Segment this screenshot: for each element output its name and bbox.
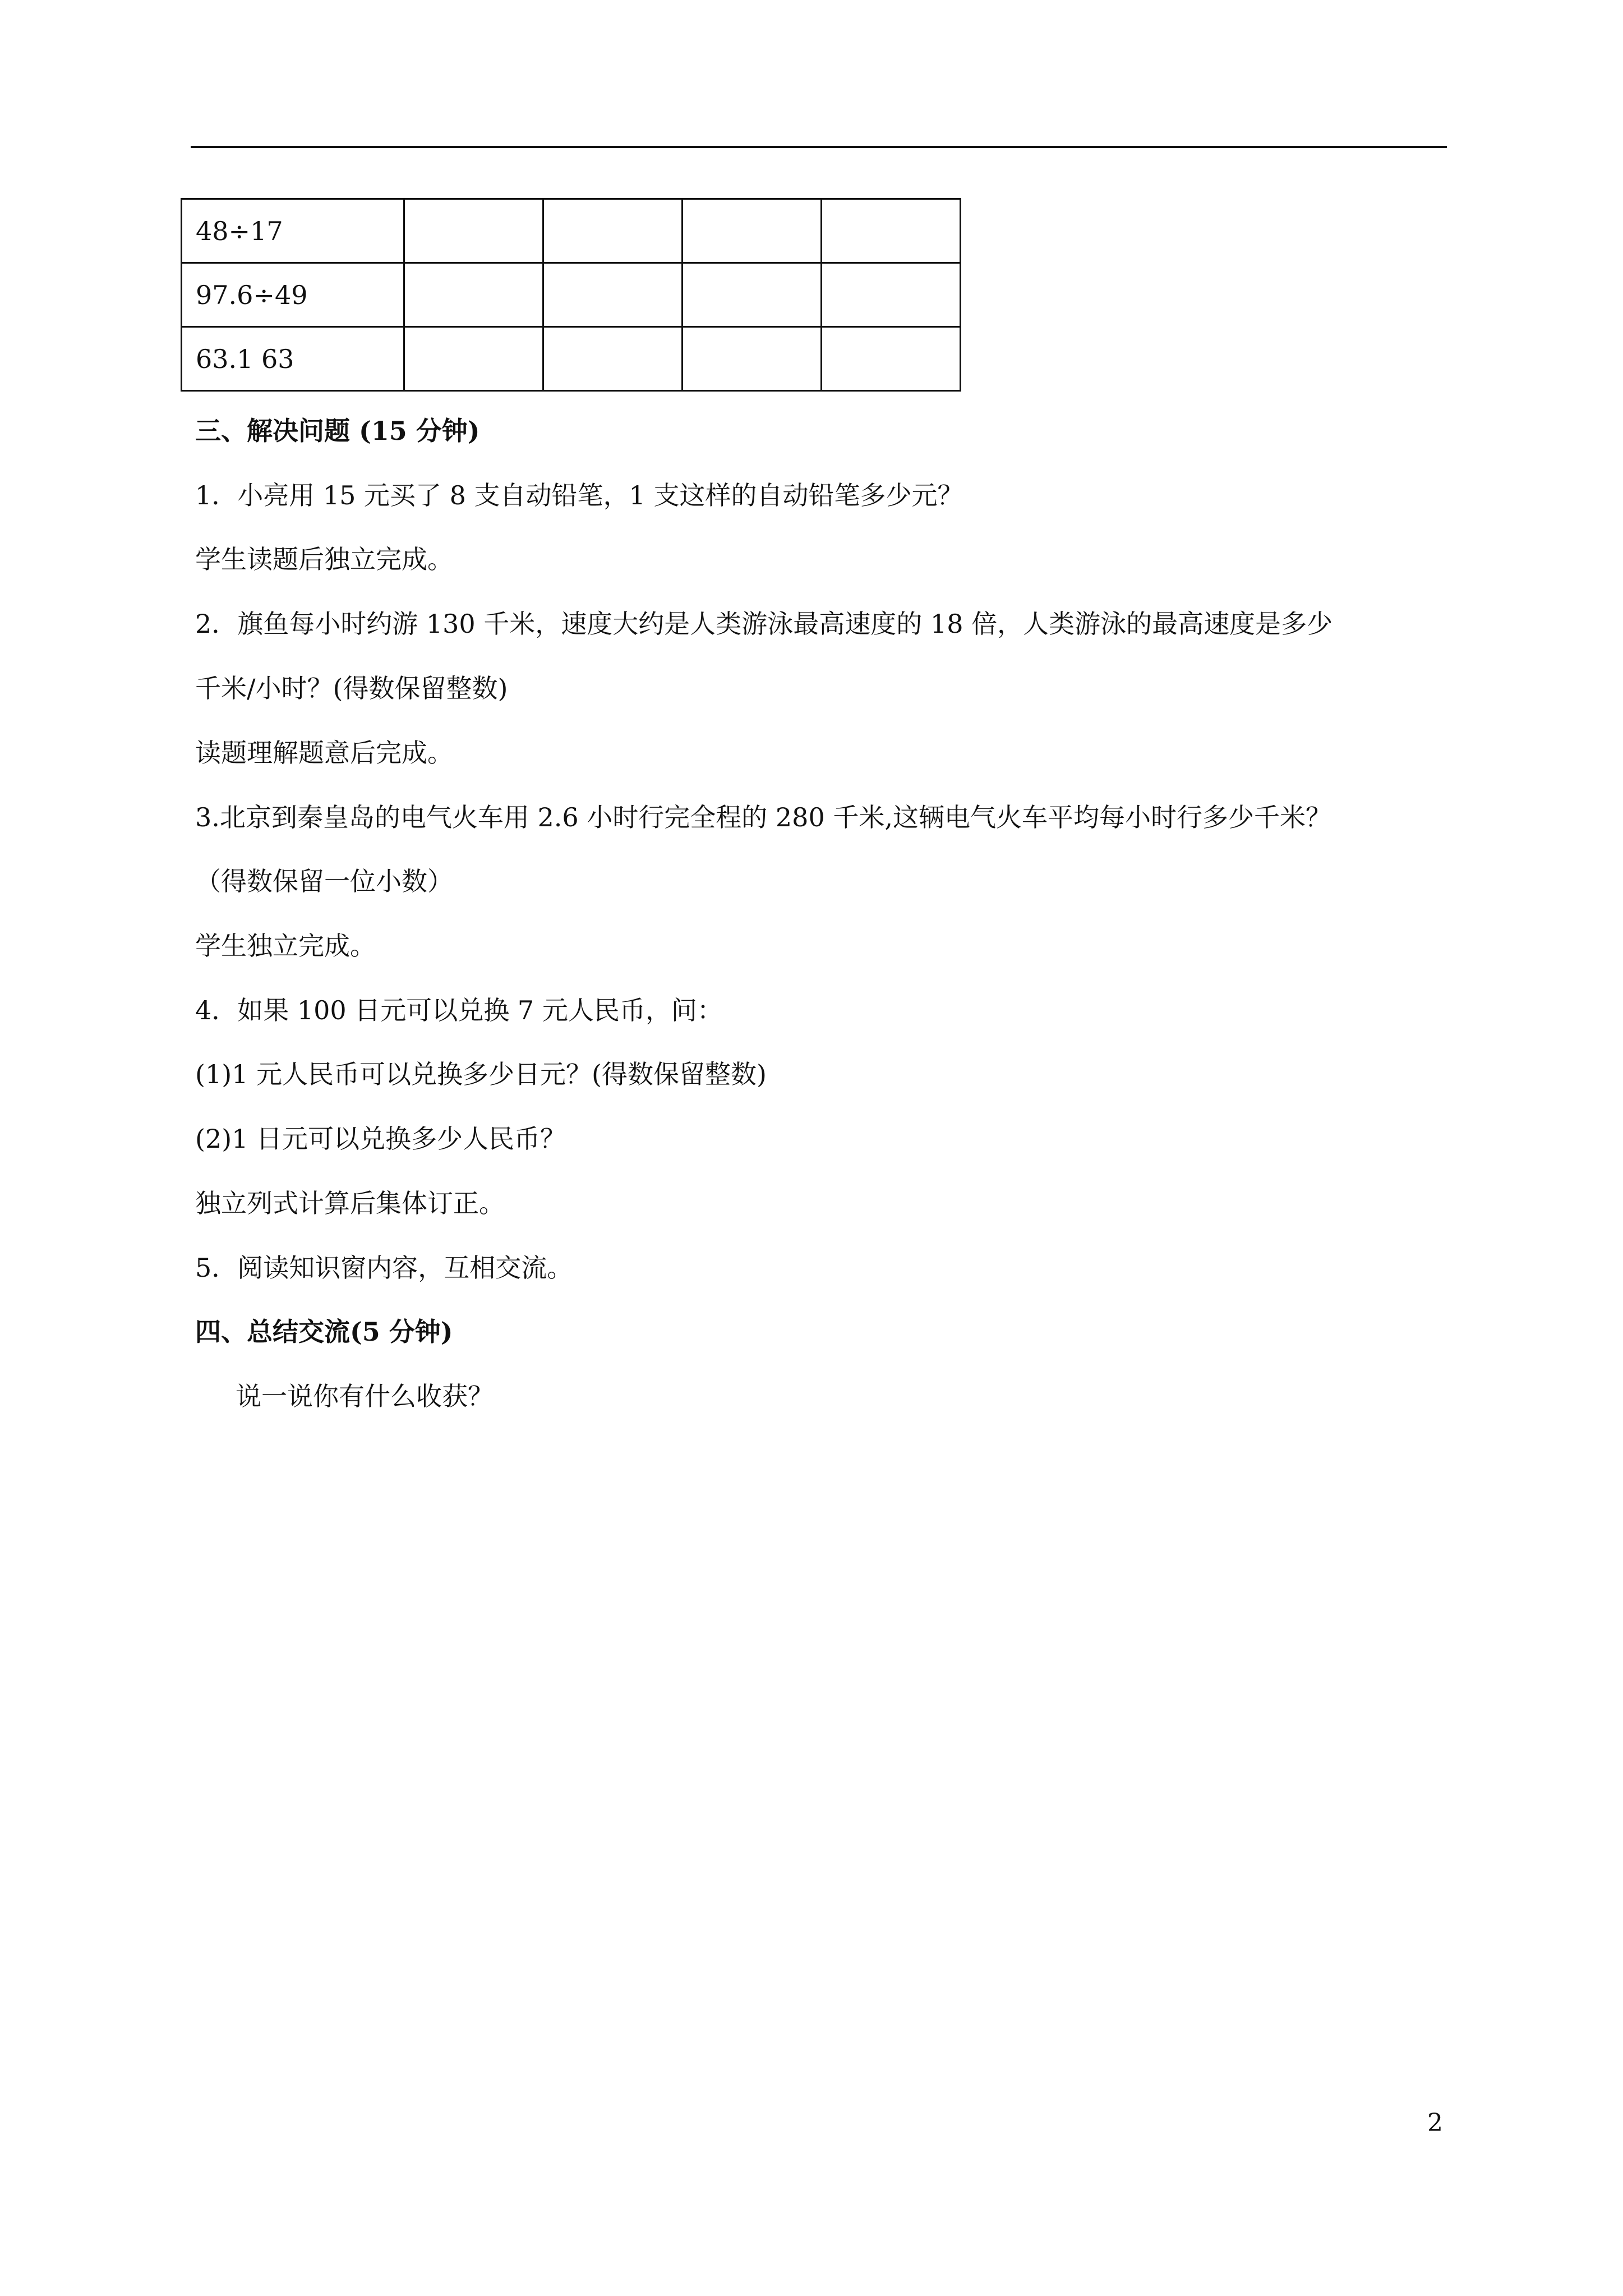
table-row — [182, 327, 961, 391]
question-5: 5．阅读知识窗内容，互相交流。 — [195, 1253, 573, 1283]
section3-title: 三、解决问题 (15 分钟) — [195, 416, 480, 446]
table-row — [182, 263, 961, 327]
question-4: 4．如果 100 日元可以兑换 7 元人民币，问： — [195, 995, 723, 1025]
table-cell — [543, 263, 683, 327]
table-cell — [543, 327, 683, 391]
question-4-sub2: (2)1 日元可以兑换多少人民币？ — [195, 1124, 566, 1154]
calculation-table — [181, 198, 961, 392]
section4-prompt: 说一说你有什么收获？ — [236, 1381, 494, 1411]
table-cell — [683, 263, 822, 327]
question-4-note: 独立列式计算后集体订正。 — [195, 1188, 505, 1218]
table-cell — [404, 327, 543, 391]
table-row — [182, 199, 961, 263]
table-cell — [822, 263, 961, 327]
table-cell — [683, 327, 822, 391]
table-cell — [822, 327, 961, 391]
section4-title: 四、总结交流(5 分钟) — [195, 1317, 453, 1347]
question-2-line1: 2．旗鱼每小时约游 130 千米，速度大约是人类游泳最高速度的 18 倍，人类游泳的最高速度是多少 — [195, 609, 1333, 639]
question-1-note: 学生读题后独立完成。 — [195, 544, 453, 574]
table-cell — [404, 199, 543, 263]
page-number: 2 — [1427, 2109, 1443, 2137]
question-2-note: 读题理解题意后完成。 — [195, 738, 453, 768]
question-3-note: 学生独立完成。 — [195, 931, 376, 961]
question-3-line1: 3.北京到秦皇岛的电气火车用 2.6 小时行完全程的 280 千米,这辆电气火车平均每小时行多少千米？ — [195, 802, 1331, 832]
table-cell — [822, 199, 961, 263]
table-cell — [683, 199, 822, 263]
table-cell-expression: 63.1 63 — [182, 327, 404, 391]
question-3-line2: （得数保留一位小数） — [195, 866, 453, 896]
header-rule — [191, 146, 1447, 148]
question-1: 1．小亮用 15 元买了 8 支自动铅笔，1 支这样的自动铅笔多少元？ — [195, 480, 963, 510]
table-cell — [543, 199, 683, 263]
table-cell — [404, 263, 543, 327]
question-2-line2: 千米/小时？(得数保留整数) — [195, 673, 508, 703]
question-4-sub1: (1)1 元人民币可以兑换多少日元？(得数保留整数) — [195, 1059, 767, 1089]
table-cell-expression: 48÷17 — [182, 199, 404, 263]
table-cell-expression: 97.6÷49 — [182, 263, 404, 327]
